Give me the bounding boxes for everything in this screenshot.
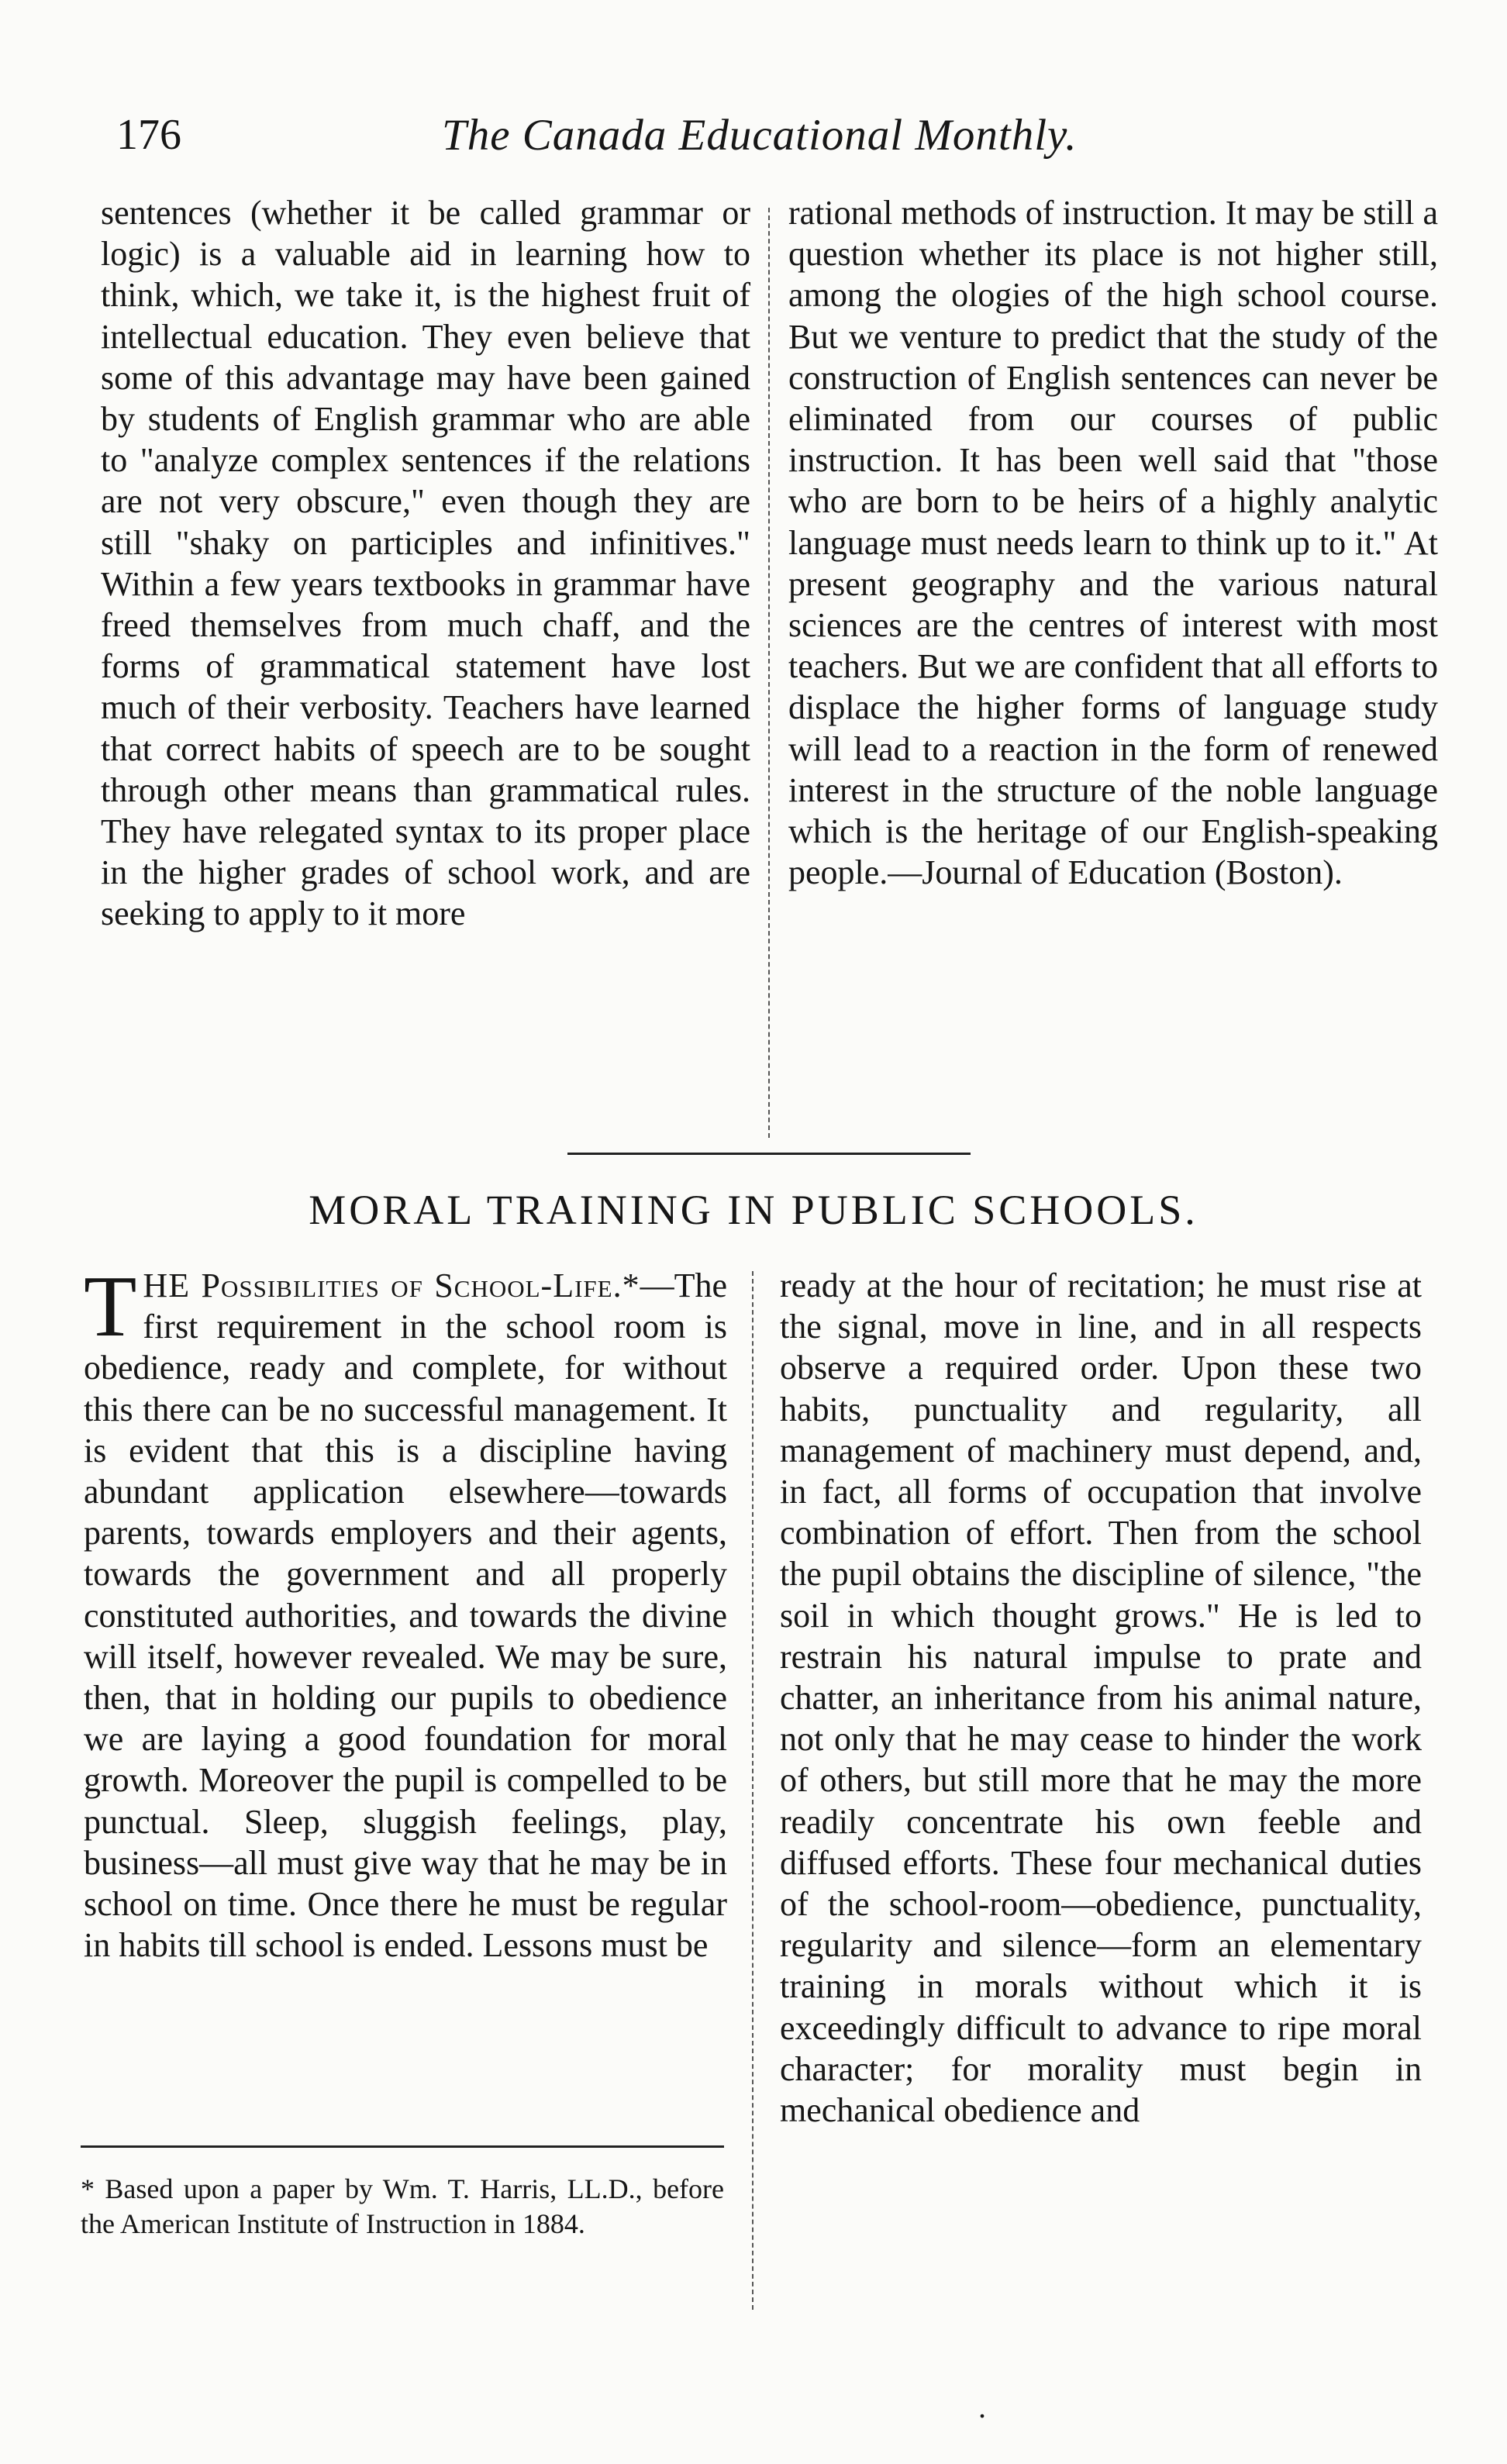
footnote-rule — [81, 2145, 724, 2148]
top-left-paragraph: sentences (whether it be called grammar or logic) is a valuable aid in learning how to think, which, we take it, is the highest fruit of intellectual education. They even believe that some of this advantage may have been gained by students of English grammar who are able to "analyze complex sentences if the relations are not very obscure," even though they are still "shaky on participles and infinitives." Within a few years textbooks in grammar have freed themselves from much chaff, and the forms of grammatical statement have lost much of their verbosity. Teachers have learned that correct habits of speech are to be sought through other means than grammatical rules. They have relegated syntax to its proper place in the higher grades of school work, and are seeking to apply to it more — [101, 194, 750, 933]
column-divider-top — [768, 208, 770, 1138]
article-body-left: —The first requirement in the school room is obedience, ready and complete, for without this there can be no successful management. It is evident that this is a discipline having abundant application elsewhere—towards parents, towards employers and their agents, towards the government and all properly constituted authorities, and towards the divine will itself, however revealed. We may be sure, then, that in holding our pupils to obedience we are laying a good foundation for moral growth. Moreover the pupil is compelled to be punctual. Sleep, sluggish feelings, play, business—all must give way that he may be in school on time. Once there he must be regular in habits till school is ended. Lessons must be — [84, 1266, 727, 1965]
top-left-column — [101, 192, 750, 935]
bottom-left-column — [84, 1259, 727, 1966]
article-title: MORAL TRAINING IN PUBLIC SCHOOLS. — [309, 1187, 1198, 1233]
running-title: The Canada Educational Monthly. — [442, 111, 1078, 160]
drop-cap: T — [84, 1259, 137, 1355]
top-right-column — [788, 192, 1438, 893]
article-opening-paragraph — [84, 1259, 727, 1966]
section-separator — [567, 1153, 971, 1155]
article-body-right: ready at the hour of recitation; he must rise at the signal, move in line, and in all respects observe a required order. Upon these two habits, punctuality and regularity, all management of machinery must depend, and, in fact, all forms of occupation that involve combination of effort. Then from the school the pupil obtains the discipline of silence, "the soil in which thought grows." He is led to restrain his natural impulse to prate and chatter, an inheritance from his animal nature, not only that he may cease to hinder the work of others, but still more that he may the more readily concentrate his own feeble and diffused efforts. These four mechanical duties of the school-room—obedience, punctuality, regularity and silence—form an elementary training in morals without which it is exceedingly difficult to advance to ripe moral character; for morality must begin in mechanical obedience and — [780, 1266, 1422, 2130]
page-number: 176 — [116, 111, 181, 159]
page-header — [116, 110, 1419, 172]
footnote: * Based upon a paper by Wm. T. Harris, LL.D., before the American Institute of Instruction in 1884. — [81, 2173, 724, 2239]
bottom-right-column — [780, 1265, 1422, 2131]
column-divider-bottom — [752, 1271, 754, 2310]
page-mark: . — [978, 2390, 986, 2424]
lead-in: HE Possibilities of School-Life.* — [143, 1266, 640, 1304]
top-right-paragraph: rational methods of instruction. It may be still a question whether its place is not higher still, among the ologies of the high school course. But we venture to predict that the study of the construction of English sentences can never be eliminated from our courses of public instruction. It has been well said that "those who are born to be heirs of a highly analytic language must needs learn to think up to it." At present geography and the various natural sciences are the centres of interest with most teachers. But we are confident that all efforts to displace the higher forms of language study will lead to a reaction in the form of renewed interest in the structure of the noble language which is the heritage of our English-speaking people.—Journal of Education (Boston). — [788, 194, 1438, 892]
